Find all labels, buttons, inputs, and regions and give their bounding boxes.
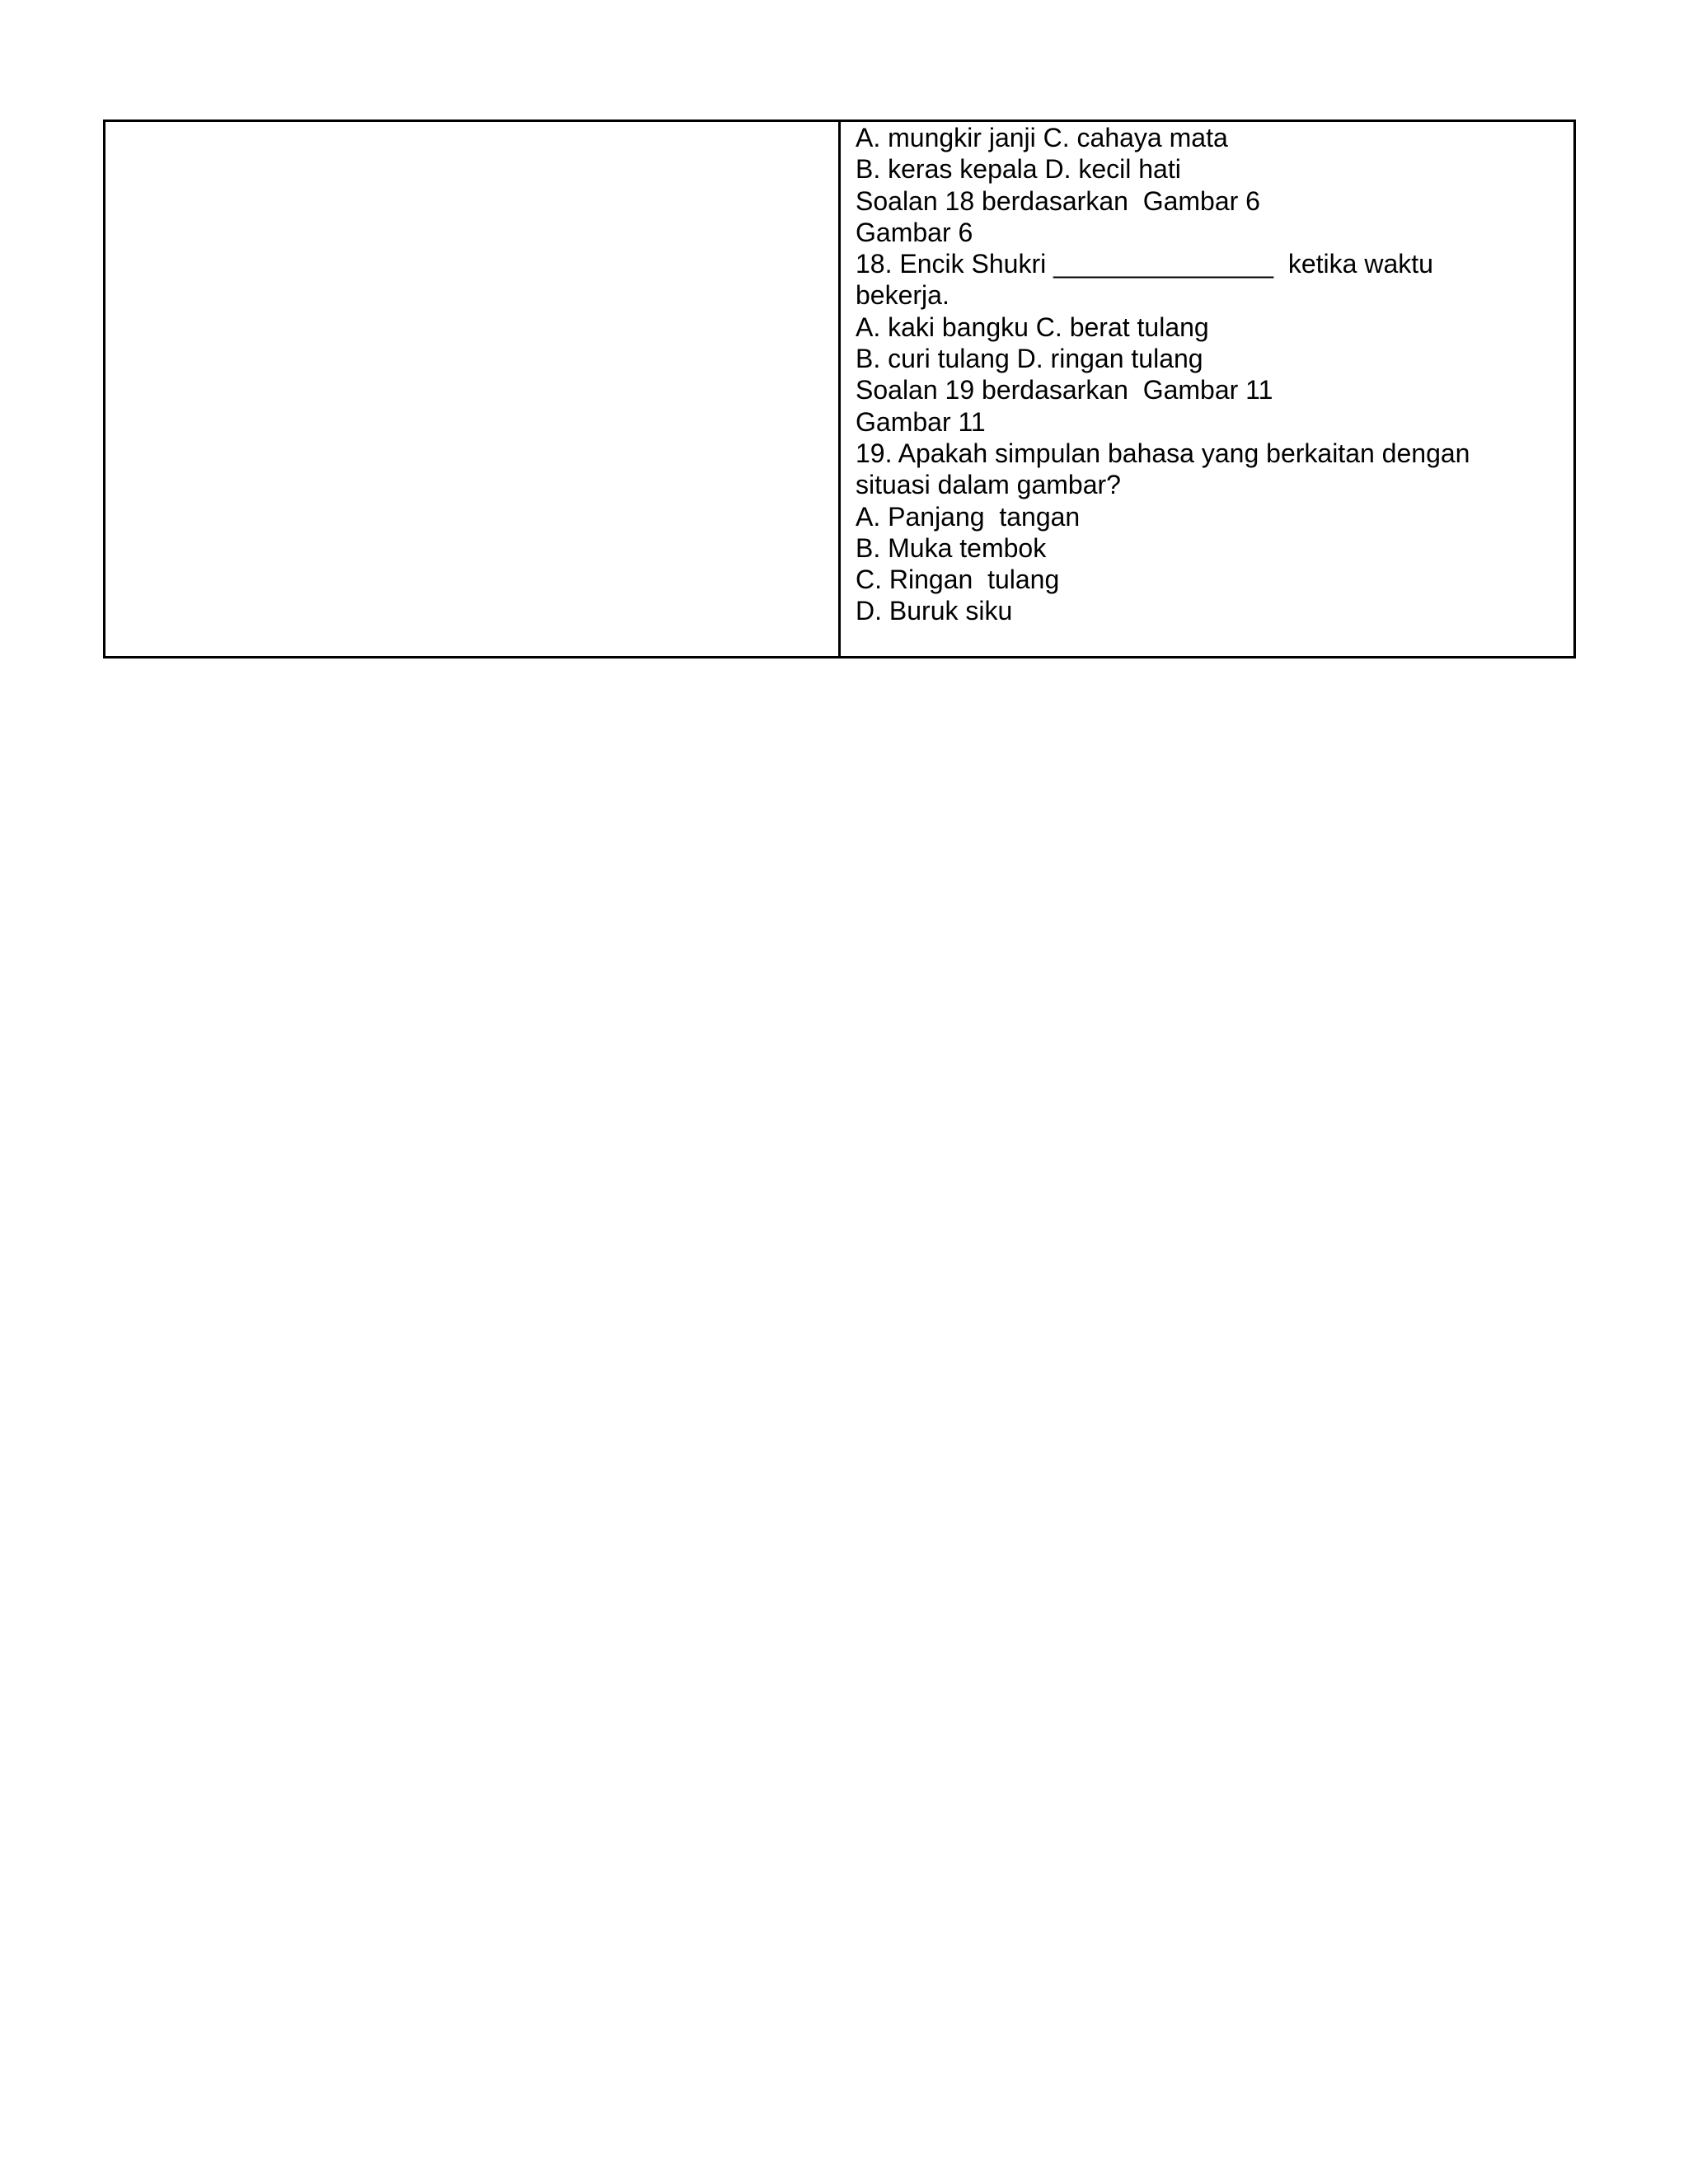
- question-table: [103, 120, 1576, 658]
- figure-label-gambar-6: Gambar 6: [856, 217, 973, 247]
- question-18-text-continued: bekerja.: [856, 280, 950, 311]
- table-cell-questions: [841, 122, 1573, 656]
- option-b-q19: B. Muka tembok: [856, 532, 1047, 563]
- option-line-a-c-q17: A. mungkir janji C. cahaya mata: [856, 123, 1228, 152]
- question-19-text-continued: situasi dalam gambar?: [856, 470, 1121, 500]
- table-cell-left-empty: [106, 122, 841, 656]
- option-line-b-d-q18: B. curi tulang D. ringan tulang: [856, 344, 1203, 374]
- option-a-q19: A. Panjang tangan: [856, 501, 1081, 532]
- question-18-text: 18. Encik Shukri _______________ ketika waktu: [856, 249, 1433, 279]
- option-line-a-c-q18: A. kaki bangku C. berat tulang: [856, 312, 1209, 342]
- figure-label-gambar-11: Gambar 11: [856, 406, 986, 437]
- option-line-b-d-q17: B. keras kepala D. kecil hati: [856, 154, 1181, 185]
- question-19-text: 19. Apakah simpulan bahasa yang berkaitan dengan: [856, 438, 1470, 468]
- option-d-q19: D. Buruk siku: [856, 596, 1013, 626]
- question-18-reference: Soalan 18 berdasarkan Gambar 6: [856, 185, 1260, 216]
- option-c-q19: C. Ringan tulang: [856, 565, 1060, 595]
- question-19-reference: Soalan 19 berdasarkan Gambar 11: [856, 375, 1273, 405]
